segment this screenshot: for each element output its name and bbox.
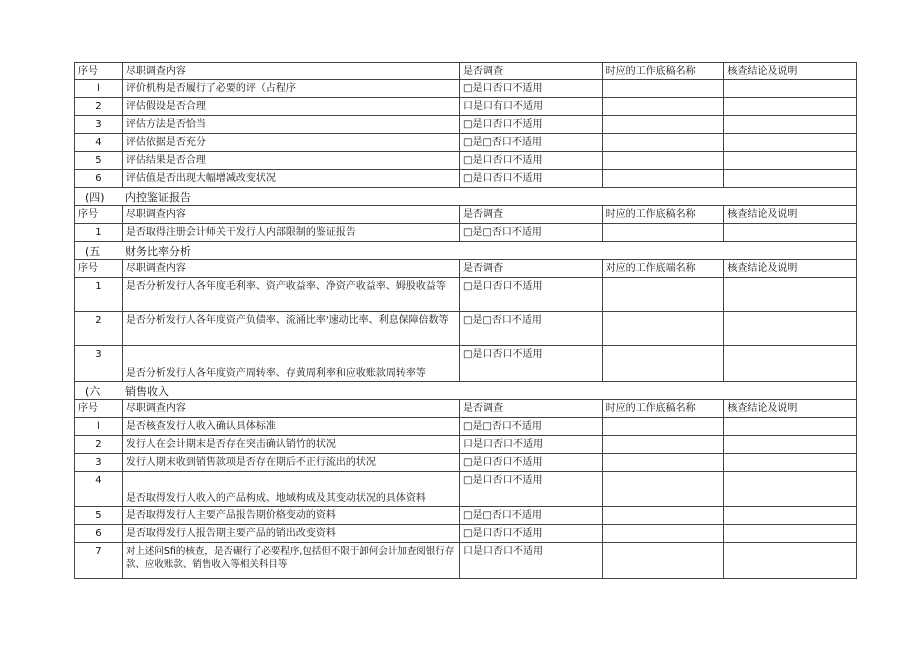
- section-title: 财务比率分析: [125, 245, 191, 258]
- header-item: 尽职调查内容: [123, 260, 460, 277]
- header-doc: 时应的工作底稿名称: [603, 63, 725, 79]
- row-result-field[interactable]: [724, 80, 856, 97]
- row-item: 评价机构是否履行了必要的评（占程序: [123, 80, 460, 97]
- row-item: 对上述问Sfi的核查，是否碾行了必要程序,包括但不限于卸何会计加查阅银行存款、应收账款、销售收入等相关科目等: [123, 543, 460, 578]
- header-result: 核查结论及说明: [727, 209, 798, 220]
- header-no: 序号: [75, 63, 123, 79]
- row-check-options[interactable]: □是口否口不适用: [460, 454, 603, 471]
- row-item: 评估方法是否恰当: [123, 116, 460, 133]
- row-no: 1: [75, 224, 123, 241]
- row-no: 3: [75, 116, 123, 133]
- section-number: (四): [85, 191, 105, 204]
- row-no: 2: [75, 312, 123, 345]
- header-check: 是否调查: [460, 63, 603, 79]
- header-result: 核查结论及说明: [727, 66, 798, 77]
- row-no: 2: [75, 436, 123, 453]
- table-row: [74, 80, 857, 98]
- row-result-field[interactable]: [724, 346, 856, 381]
- table-row: [74, 134, 857, 152]
- row-doc-field[interactable]: [603, 134, 725, 151]
- row-doc-field[interactable]: [603, 80, 725, 97]
- table-row: [74, 543, 857, 579]
- row-result-field[interactable]: [724, 418, 856, 435]
- header-doc: 时应的工作底稿名称: [603, 400, 725, 417]
- row-item-text: 是否取得发行人收入的产品构成、地域构成及其变动状况的具体资料: [125, 493, 426, 504]
- row-result-field[interactable]: [724, 472, 856, 506]
- table-row: [74, 312, 857, 346]
- table-header-row: [74, 400, 857, 418]
- row-result-field[interactable]: [724, 278, 856, 311]
- section-number: (六: [85, 385, 101, 398]
- row-check-options[interactable]: □是□否口不适用: [460, 224, 603, 241]
- row-check-options[interactable]: □是口否口不适用: [460, 80, 603, 97]
- row-doc-field[interactable]: [603, 418, 725, 435]
- row-item: 是否取得发行人主要产品报告期价格变动的资料: [123, 507, 460, 524]
- row-no: 4: [75, 472, 123, 506]
- row-doc-field[interactable]: [603, 152, 725, 169]
- row-doc-field[interactable]: [603, 278, 725, 311]
- row-result-field[interactable]: [724, 170, 856, 187]
- row-check-options[interactable]: □是□否口不适用: [460, 134, 603, 151]
- row-result-field[interactable]: [724, 525, 856, 542]
- header-item: 尽职调查内容: [123, 63, 460, 79]
- header-check: 是否调査: [460, 206, 603, 223]
- row-result-field[interactable]: [724, 436, 856, 453]
- row-item: 发行人在会计期末是否存在突击确认销竹的状况: [123, 436, 460, 453]
- row-result-field[interactable]: [724, 134, 856, 151]
- row-doc-field[interactable]: [603, 525, 725, 542]
- header-doc: 对应的工作底端名称: [603, 260, 725, 277]
- row-item: 是否分析发行人各年度毛利率、资产收益率、净资产收益率、姆股收益等: [123, 278, 460, 311]
- row-no: 6: [75, 525, 123, 542]
- row-item: [123, 472, 460, 506]
- row-result-field[interactable]: [724, 98, 856, 115]
- table-row: [74, 507, 857, 525]
- row-doc-field[interactable]: [603, 170, 725, 187]
- row-check-options[interactable]: □是□否口不适用: [460, 312, 603, 345]
- row-doc-field[interactable]: [603, 312, 725, 345]
- row-item: [123, 346, 460, 381]
- row-doc-field[interactable]: [603, 472, 725, 506]
- row-item: 发行人期末收到销售款项是否存在期后不正行流出的状况: [123, 454, 460, 471]
- table-row: [74, 436, 857, 454]
- row-result-field[interactable]: [724, 224, 856, 241]
- row-no: 5: [75, 507, 123, 524]
- row-check-options[interactable]: □是口否口不适用: [460, 346, 603, 381]
- row-no: l: [75, 418, 123, 435]
- row-no: 5: [75, 152, 123, 169]
- row-doc-field[interactable]: [603, 116, 725, 133]
- row-check-options[interactable]: □是□否口不适用: [460, 507, 603, 524]
- table-row: [74, 98, 857, 116]
- section-number: (五: [85, 245, 101, 258]
- row-item: 评估依据是否充分: [123, 134, 460, 151]
- row-check-options[interactable]: □是口否口不适用: [460, 278, 603, 311]
- section-title: 销售收入: [125, 385, 169, 398]
- header-result: 核查结论及说明: [727, 403, 798, 414]
- row-item: 评估值是否出现大幅增减改变状况: [123, 170, 460, 187]
- row-result-field[interactable]: [724, 152, 856, 169]
- row-item: 是否取得注册会计师关干发行人内部限制的鉴证报告: [123, 224, 460, 241]
- row-result-field[interactable]: [724, 312, 856, 345]
- row-no: 3: [75, 346, 123, 381]
- row-check-options[interactable]: 口是口否口不适用: [460, 543, 603, 578]
- row-result-field[interactable]: [724, 116, 856, 133]
- section-title: 内控鉴证报告: [125, 191, 191, 204]
- row-check-options[interactable]: □是口否口不适用: [460, 170, 603, 187]
- row-check-options[interactable]: □是口否口不适用: [460, 472, 603, 506]
- row-check-options[interactable]: 口是口有口不适用: [460, 98, 603, 115]
- header-no: 序号: [75, 400, 123, 417]
- table-row: [74, 170, 857, 188]
- header-doc: 时应的工作底稿名称: [603, 206, 725, 223]
- section-title-sales-revenue: [74, 382, 857, 400]
- row-no: 4: [75, 134, 123, 151]
- row-result-field[interactable]: [724, 454, 856, 471]
- header-no: 序号: [75, 260, 123, 277]
- row-no: l: [75, 80, 123, 97]
- row-check-options[interactable]: □是口否口不适用: [460, 152, 603, 169]
- header-result: 核查结论及说明: [727, 263, 798, 274]
- row-doc-field[interactable]: [603, 507, 725, 524]
- table-row: [74, 346, 857, 382]
- row-check-options[interactable]: □是口否口不适用: [460, 116, 603, 133]
- table-row: [74, 152, 857, 170]
- row-item: 是否分析发行人各年度资产负债率、流涌比率'速动比率、利息保障倍数等: [123, 312, 460, 345]
- table-header-row: [74, 260, 857, 278]
- row-item: 评估假设是否合理: [123, 98, 460, 115]
- table-header-row: [74, 206, 857, 224]
- due-diligence-sheet: [74, 62, 857, 579]
- row-item-text: 是否分析发行人各年度资产周转率、存黄周利率和应收账款周转率等: [125, 368, 426, 379]
- header-no: 序号: [75, 206, 123, 223]
- row-no: 6: [75, 170, 123, 187]
- row-doc-field[interactable]: [603, 543, 725, 578]
- table-row: [74, 454, 857, 472]
- row-doc-field[interactable]: [603, 98, 725, 115]
- section-title-financial-ratio: [74, 242, 857, 260]
- row-doc-field[interactable]: [603, 346, 725, 381]
- row-doc-field[interactable]: [603, 454, 725, 471]
- row-check-options[interactable]: 口是口否口不适用: [460, 436, 603, 453]
- table-row: [74, 116, 857, 134]
- table-row: [74, 525, 857, 543]
- row-no: 2: [75, 98, 123, 115]
- header-item: 尽职调查内容: [123, 400, 460, 417]
- row-item: 评估结果是否合理: [123, 152, 460, 169]
- row-no: 1: [75, 278, 123, 311]
- row-check-options[interactable]: □是口否口不适用: [460, 525, 603, 542]
- row-no: 3: [75, 454, 123, 471]
- table-row: [74, 224, 857, 242]
- row-doc-field[interactable]: [603, 436, 725, 453]
- section-title-internal-control: [74, 188, 857, 206]
- table-row: [74, 418, 857, 436]
- row-result-field[interactable]: [724, 507, 856, 524]
- row-item: 是否取得发行人报告期主要产品的销出改变资料: [123, 525, 460, 542]
- row-item: 是否核查发行人收入确认具体标准: [123, 418, 460, 435]
- row-result-field[interactable]: [724, 543, 856, 578]
- header-check: 是否调查: [460, 400, 603, 417]
- header-item: 尽职调查内容: [123, 206, 460, 223]
- row-no: 7: [75, 543, 123, 578]
- table-row: [74, 278, 857, 312]
- row-check-options[interactable]: □是□否口不适用: [460, 418, 603, 435]
- table-header-row: [74, 62, 857, 80]
- header-check: 是否调杳: [460, 260, 603, 277]
- row-doc-field[interactable]: [603, 224, 725, 241]
- table-row: [74, 472, 857, 507]
